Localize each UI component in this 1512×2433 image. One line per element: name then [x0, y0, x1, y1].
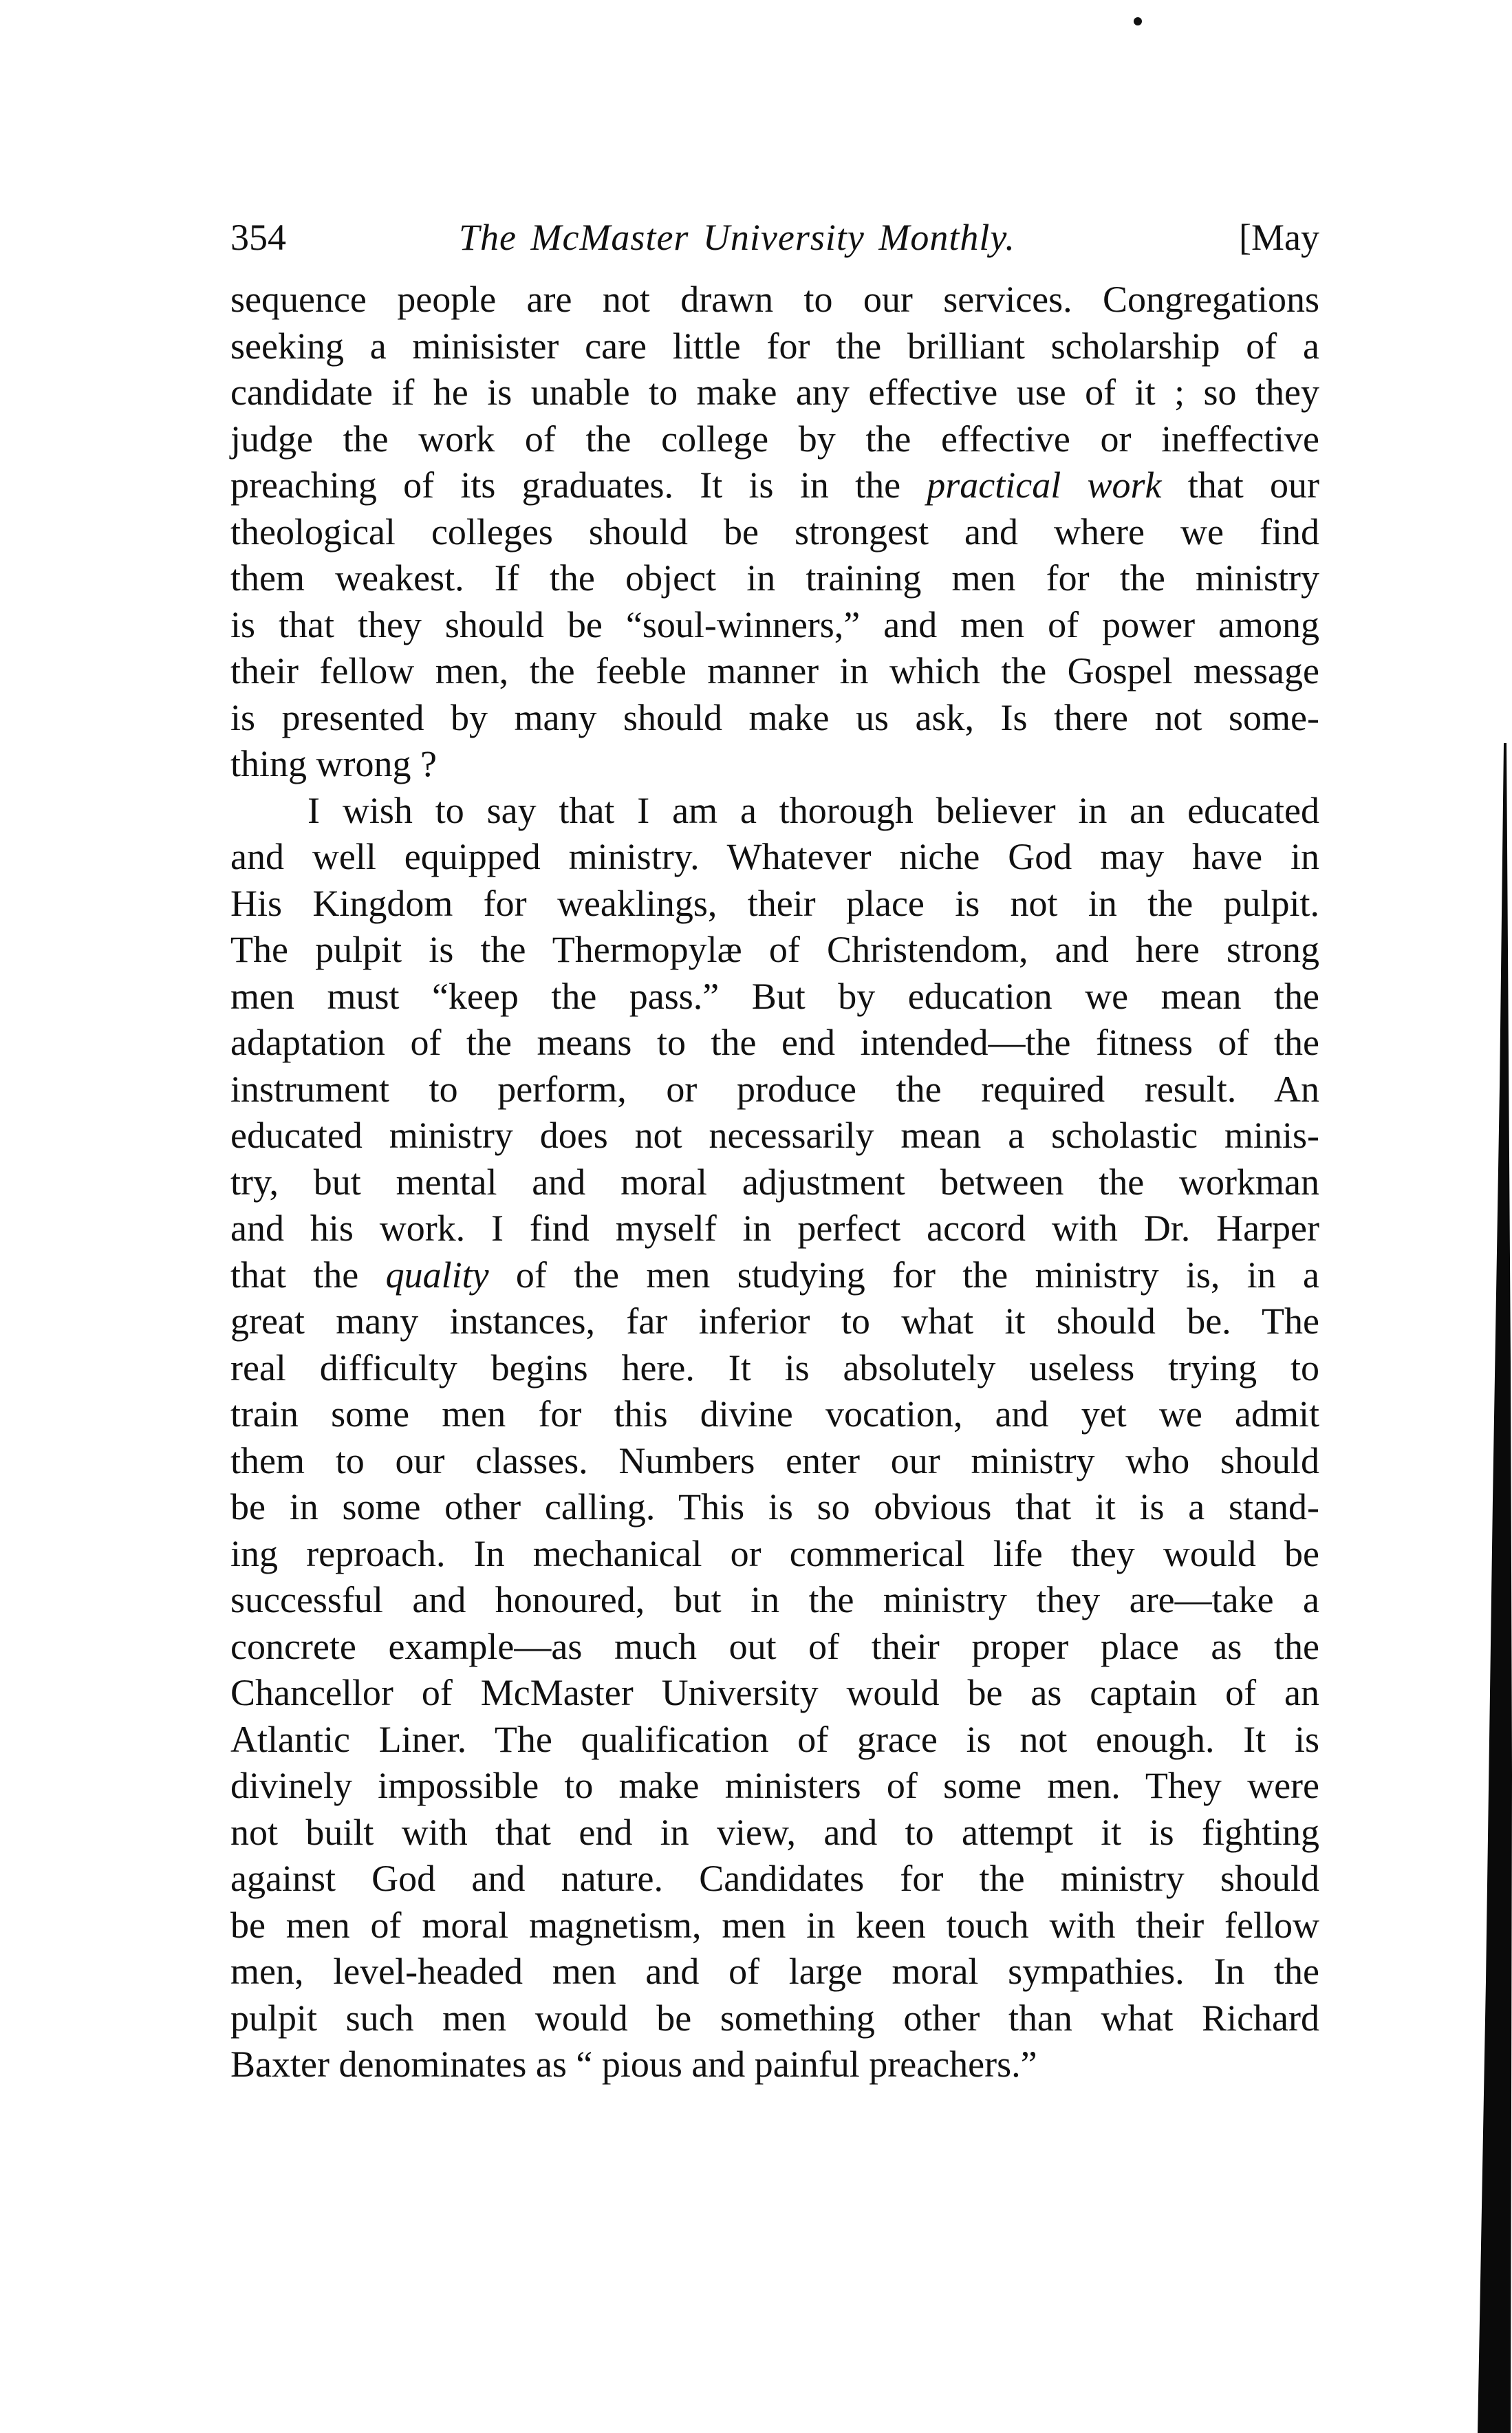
text-line: judge the work of the college by the effective or ineffective	[230, 418, 1319, 460]
text-line: divinely impossible to make ministers of some men. They were	[230, 1765, 1319, 1806]
text-line: men, level-headed men and of large moral sympathies. In the	[230, 1951, 1319, 1992]
issue-month: [May	[1239, 217, 1319, 258]
article-body	[230, 277, 1319, 2088]
text-line: and his work. I find myself in perfect accord with Dr. Harper	[230, 1208, 1319, 1249]
text-run: preaching of its graduates. It is in the	[230, 464, 927, 506]
text-line: try, but mental and moral adjustment between the workman	[230, 1161, 1319, 1203]
running-header	[230, 213, 1319, 261]
text-line: them to our classes. Numbers enter our ministry who should	[230, 1439, 1319, 1481]
text-line: adaptation of the means to the end intended—the fitness of the	[230, 1022, 1319, 1063]
text-line: theological colleges should be strongest and where we find	[230, 511, 1319, 553]
text-line: The pulpit is the Thermopylæ of Christendom, and here strong	[230, 929, 1319, 970]
text-line: ing reproach. In mechanical or commerical life they would be	[230, 1532, 1319, 1574]
journal-title: The McMaster University Monthly.	[459, 217, 1015, 258]
text-line: them weakest. If the object in training men for the ministry	[230, 557, 1319, 599]
emphasis-quality: quality	[385, 1254, 489, 1296]
page-number: 354	[230, 217, 286, 258]
text-line: instrument to perform, or produce the required result. An	[230, 1068, 1319, 1110]
scan-speck	[1134, 17, 1142, 25]
text-line: and well equipped ministry. Whatever niche God may have in	[230, 836, 1319, 877]
text-run: that the	[230, 1254, 386, 1296]
scan-binding-shadow	[1472, 743, 1512, 2433]
text-line: Chancellor of McMaster University would be as captain of an	[230, 1672, 1319, 1713]
text-line: men must “keep the pass.” But by education we mean the	[230, 975, 1319, 1017]
text-line: successful and honoured, but in the ministry they are—take a	[230, 1579, 1319, 1620]
text-line: sequence people are not drawn to our services. Congregations	[230, 279, 1319, 320]
text-line: educated ministry does not necessarily mean a scholastic minis-	[230, 1115, 1319, 1156]
text-line-paragraph-end: thing wrong ?	[230, 743, 437, 784]
text-line	[230, 1252, 1319, 1299]
text-line: pulpit such men would be something other than what Richard	[230, 1997, 1319, 2039]
emphasis-practical-work: practical work	[927, 464, 1162, 506]
text-line: His Kingdom for weaklings, their place is not in the pulpit.	[230, 882, 1319, 924]
text-line: candidate if he is unable to make any effective use of it ; so they	[230, 372, 1319, 413]
text-line-paragraph-end: Baxter denominates as “ pious and painful preachers.”	[230, 2044, 1037, 2085]
text-line: great many instances, far inferior to what it should be. The	[230, 1300, 1319, 1342]
text-line: not built with that end in view, and to attempt it is fighting	[230, 1811, 1319, 1853]
text-line: their fellow men, the feeble manner in which the Gospel message	[230, 650, 1319, 692]
text-line: real difficulty begins here. It is absolutely useless trying to	[230, 1347, 1319, 1389]
text-line: train some men for this divine vocation, and yet we admit	[230, 1393, 1319, 1435]
text-line: seeking a minisister care little for the brilliant scholarship of a	[230, 325, 1319, 367]
text-line: against God and nature. Candidates for the ministry should	[230, 1858, 1319, 1899]
text-line	[230, 462, 1319, 509]
text-line: is presented by many should make us ask, Is there not some-	[230, 696, 1319, 738]
text-line: Atlantic Liner. The qualification of grace is not enough. It is	[230, 1718, 1319, 1760]
text-line: is that they should be “soul-winners,” and men of power among	[230, 603, 1319, 645]
text-line-paragraph-start: I wish to say that I am a thorough believer in an educated	[307, 789, 1319, 831]
binding-shadow-shape	[1478, 743, 1512, 2433]
text-line: be men of moral magnetism, men in keen touch with their fellow	[230, 1904, 1319, 1946]
text-line: concrete example—as much out of their proper place as the	[230, 1625, 1319, 1667]
text-run: of the men studying for the ministry is, in a	[488, 1254, 1319, 1296]
text-run: that our	[1161, 464, 1319, 506]
text-line: be in some other calling. This is so obvious that it is a stand-	[230, 1486, 1319, 1528]
